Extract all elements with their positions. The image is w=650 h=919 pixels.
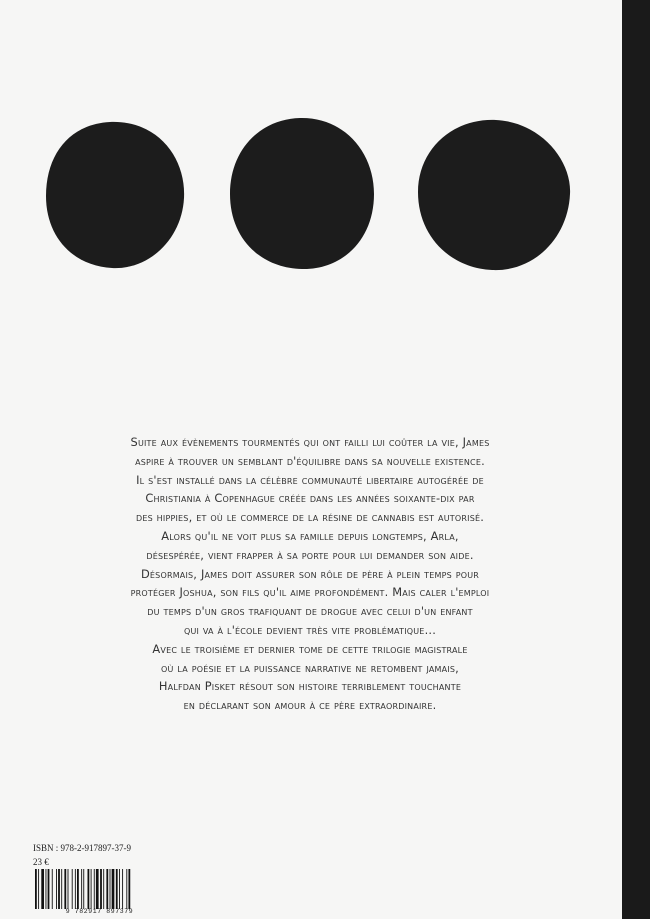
blurb-line: Christiania à Copenhague créée dans les années soixante-dix par [145, 491, 475, 506]
barcode-bar [128, 869, 130, 909]
isbn-text: ISBN : 978-2-917897-37-9 [33, 843, 131, 853]
barcode-bar [61, 869, 62, 909]
blurb-line: Il s'est installé dans la célèbre communauté libertaire autogérée de [136, 472, 484, 487]
barcode-bar [106, 869, 108, 909]
barcode-bar [116, 869, 118, 909]
blurb-line: Avec le troisième et dernier tome de cette trilogie magistrale [152, 641, 468, 656]
black-blob-shape [230, 118, 374, 269]
blurb-line: du temps d'un gros trafiquant de drogue avec celui d'un enfant [147, 604, 473, 619]
blurb-line: Suite aux évènements tourmentés qui ont failli lui coûter la vie, James [130, 435, 490, 449]
blurb-line: désespérée, vient frapper à sa porte pour lui demander son aide. [146, 547, 474, 562]
black-blob-shape [46, 122, 184, 268]
blurb-line: où la poésie et la puissance narrative ne retombent jamais, [161, 660, 459, 675]
barcode-bar [77, 869, 79, 909]
barcode-digits: 9 782917 897379 [65, 908, 134, 915]
blurb-line: des hippies, et où le commerce de la résine de cannabis est autorisé. [135, 510, 485, 525]
barcode-bar [72, 869, 73, 909]
blurb-line: aspire à trouver un semblant d'équilibre dans sa nouvelle existence. [135, 453, 485, 468]
barcode-bar [122, 869, 123, 909]
barcode-bar [52, 869, 53, 909]
black-blob-shape [418, 120, 570, 270]
blurb-line: Alors qu'il ne voit plus sa famille depuis longtemps, Arla, [161, 528, 459, 543]
barcode-bar [46, 869, 47, 909]
blurb-line: qui va à l'école devient très vite problématique... [183, 622, 437, 637]
barcode-bar [38, 869, 39, 909]
blurb-line: Désormais, James doit assurer son rôle de père à plein temps pour [140, 566, 480, 581]
barcode-bar [126, 869, 127, 909]
barcode-bar [103, 869, 104, 909]
spine-edge [622, 0, 650, 919]
blob-group [0, 0, 622, 300]
barcode-bar [96, 869, 99, 909]
barcode-bar [64, 869, 66, 909]
barcode-bar [81, 869, 82, 909]
barcode-bar [58, 869, 60, 909]
barcode [33, 869, 166, 911]
barcode-bar [110, 869, 111, 909]
blurb-line: en déclarant son amour à ce père extraordinaire. [183, 698, 437, 713]
barcode-bar [119, 869, 120, 909]
barcode-bar [88, 869, 90, 909]
barcode-bar [68, 869, 69, 909]
barcode-bar [91, 869, 92, 909]
barcode-bar [100, 869, 102, 909]
barcode-bar [112, 869, 115, 909]
blurb-text [60, 433, 560, 715]
barcode-bar [83, 869, 84, 909]
barcode-bar [48, 869, 50, 909]
barcode-bar [94, 869, 95, 909]
barcode-bar [56, 869, 57, 909]
blurb-line: protéger Joshua, son fils qu'il aime profondément. Mais caler l'emploi [130, 585, 490, 600]
barcode-bar [41, 869, 44, 909]
price-text: 23 € [33, 857, 49, 867]
blurb-line: Halfdan Pisket résout son histoire terriblement touchante [158, 679, 462, 694]
barcode-bar [35, 869, 37, 909]
barcode-bar [75, 869, 76, 909]
